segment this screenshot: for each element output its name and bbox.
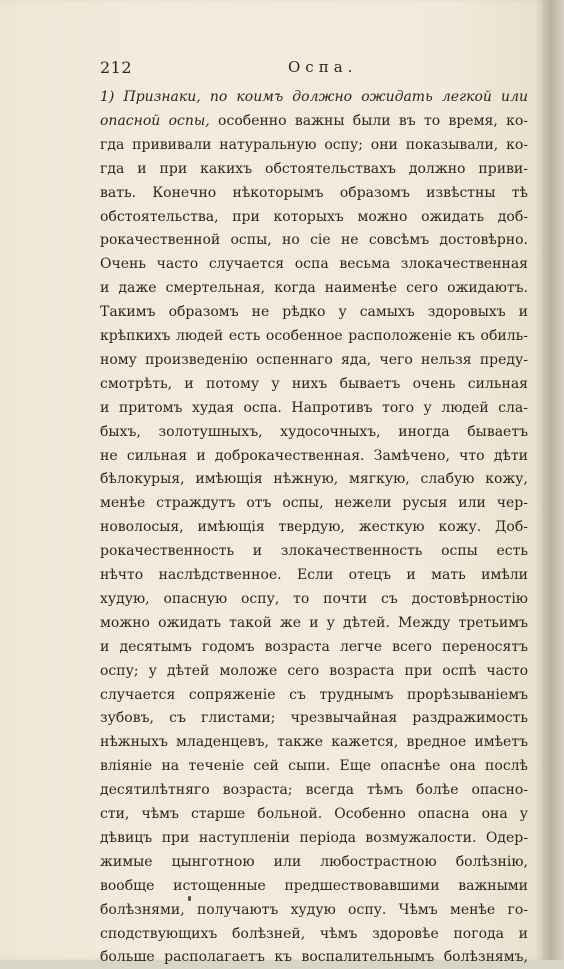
running-head: Оспа.: [288, 58, 358, 76]
italic-heading: 1) Признаки, по коимъ должно ожидать легкой или: [100, 89, 528, 105]
text-line: [100, 515, 528, 539]
line-text: болѣзнями, получаютъ худую оспу. Чѣмъ менѣе го-: [100, 901, 528, 918]
text-line: [100, 157, 528, 181]
text-line: [100, 945, 528, 969]
page-number: 212: [100, 58, 133, 77]
line-text: и десятымъ годомъ возраста легче всего переносятъ: [100, 638, 528, 655]
line-text: сти, чѣмъ старше больной. Особенно опасна она у: [100, 806, 528, 822]
line-text: вообще истощенные предшествовавшими важными: [100, 877, 528, 894]
line-text: не сильная и доброкачественная. Замѣчено, что дѣти: [100, 447, 528, 464]
line-text: гда прививали натуральную оспу; они показывали, ко-: [100, 136, 528, 153]
line-text: вліяніе на теченіе сей сыпи. Еще опаснѣе она послѣ: [100, 758, 528, 775]
line-text: и притомъ худая оспа. Напротивъ того у людей сла-: [100, 399, 528, 416]
line-text: нѣжныхъ младенцевъ, также кажется, вредное имѣетъ: [100, 734, 528, 751]
line-text: оспу; у дѣтей моложе сего возраста при оспѣ часто: [100, 662, 528, 679]
page-header: [0, 48, 542, 76]
text-line: [100, 850, 528, 874]
text-line: [100, 85, 528, 109]
text-line: [100, 324, 528, 348]
text-line: [100, 683, 528, 707]
text-line: [100, 444, 528, 468]
text-line: [100, 228, 528, 252]
text-line: [100, 659, 528, 683]
line-text: рокачественность и злокачественность оспы есть: [100, 543, 528, 560]
text-line: [100, 252, 528, 276]
text-line: [100, 922, 528, 946]
line-text: нѣчто наслѣдственное. Если отецъ и мать имѣли: [100, 567, 528, 583]
line-text: менѣе страждутъ отъ оспы, нежели русыя или чер-: [100, 495, 528, 512]
book-gutter: [542, 0, 564, 960]
text-line: [100, 467, 528, 491]
text-line: [100, 587, 528, 611]
line-text: крѣпкихъ людей есть особенное расположеніе къ обиль-: [100, 328, 528, 344]
line-text: сподствующихъ болѣзней, чѣмъ здоровѣе погода и: [100, 925, 528, 942]
text-line: [100, 778, 528, 802]
line-text: дѣвицъ при наступленіи періода возмужалости. Одер-: [100, 829, 528, 846]
text-line: [100, 372, 528, 396]
text-line: [100, 133, 528, 157]
text-line: [100, 730, 528, 754]
text-line: [100, 109, 528, 133]
line-text: обстоятельства, при которыхъ можно ожидать доб-: [100, 208, 528, 225]
text-line: [100, 181, 528, 205]
line-text: новолосыя, имѣющія твердую, жесткую кожу. Доб-: [100, 519, 528, 536]
text-line: [100, 706, 528, 730]
text-line: [100, 205, 528, 229]
text-line: [100, 898, 528, 922]
text-line: [100, 611, 528, 635]
line-text: ному произведенію оспеннаго яда, чего нельзя преду-: [100, 351, 528, 368]
line-text: гда и при какихъ обстоятельствахъ должно приви-: [100, 160, 528, 177]
line-text: худую, опасную оспу, то почти съ достовѣрностію: [100, 590, 528, 607]
line-text: вать. Конечно нѣкоторымъ образомъ извѣстны тѣ: [100, 184, 528, 201]
text-line: [100, 539, 528, 563]
line-text: можно ожидать такой же и у дѣтей. Между третьимъ: [100, 614, 528, 631]
line-text: и даже смертельная, когда наименѣе сего ожидаютъ.: [100, 280, 528, 297]
text-line: [100, 563, 528, 587]
italic-heading: опасной оспы,: [100, 112, 210, 129]
text-line: [100, 874, 528, 898]
line-text: больше располагаетъ къ воспалительнымъ болѣзнямъ,: [100, 949, 528, 966]
text-line: [100, 802, 528, 826]
text-line: [100, 420, 528, 444]
text-line: [100, 491, 528, 515]
line-text: бѣлокурыя, имѣющія нѣжную, мягкую, слабую кожу,: [100, 471, 528, 488]
line-text: Очень часто случается оспа весьма злокачественная: [100, 256, 528, 273]
text-line: [100, 300, 528, 324]
line-text: Такимъ образомъ не рѣдко у самыхъ здоровыхъ и: [100, 304, 528, 321]
line-text: смотрѣть, и потому у нихъ бываетъ очень сильная: [100, 375, 528, 392]
line-text: десятилѣтняго возраста; всегда тѣмъ болѣе опасно-: [100, 782, 528, 799]
text-line: [100, 348, 528, 372]
print-speck: [188, 896, 191, 901]
line-text: быхъ, золотушныхъ, худосочныхъ, иногда бываетъ: [100, 423, 528, 440]
line-text: рокачественной оспы, но сіе не совсѣмъ достовѣрно.: [100, 232, 528, 249]
text-line: [100, 396, 528, 420]
text-line: [100, 754, 528, 778]
text-line: [100, 635, 528, 659]
text-line: [100, 276, 528, 300]
text-line: [100, 826, 528, 850]
line-text: жимые цынготною или любострастною болѣзнію,: [100, 853, 528, 870]
line-text: особенно важны были въ то время, ко-: [209, 112, 528, 129]
line-text: зубовъ, съ глистами; чрезвычайная раздражимость: [100, 710, 528, 727]
line-text: случается сопряженіе съ труднымъ прорѣзываніемъ: [100, 686, 528, 703]
